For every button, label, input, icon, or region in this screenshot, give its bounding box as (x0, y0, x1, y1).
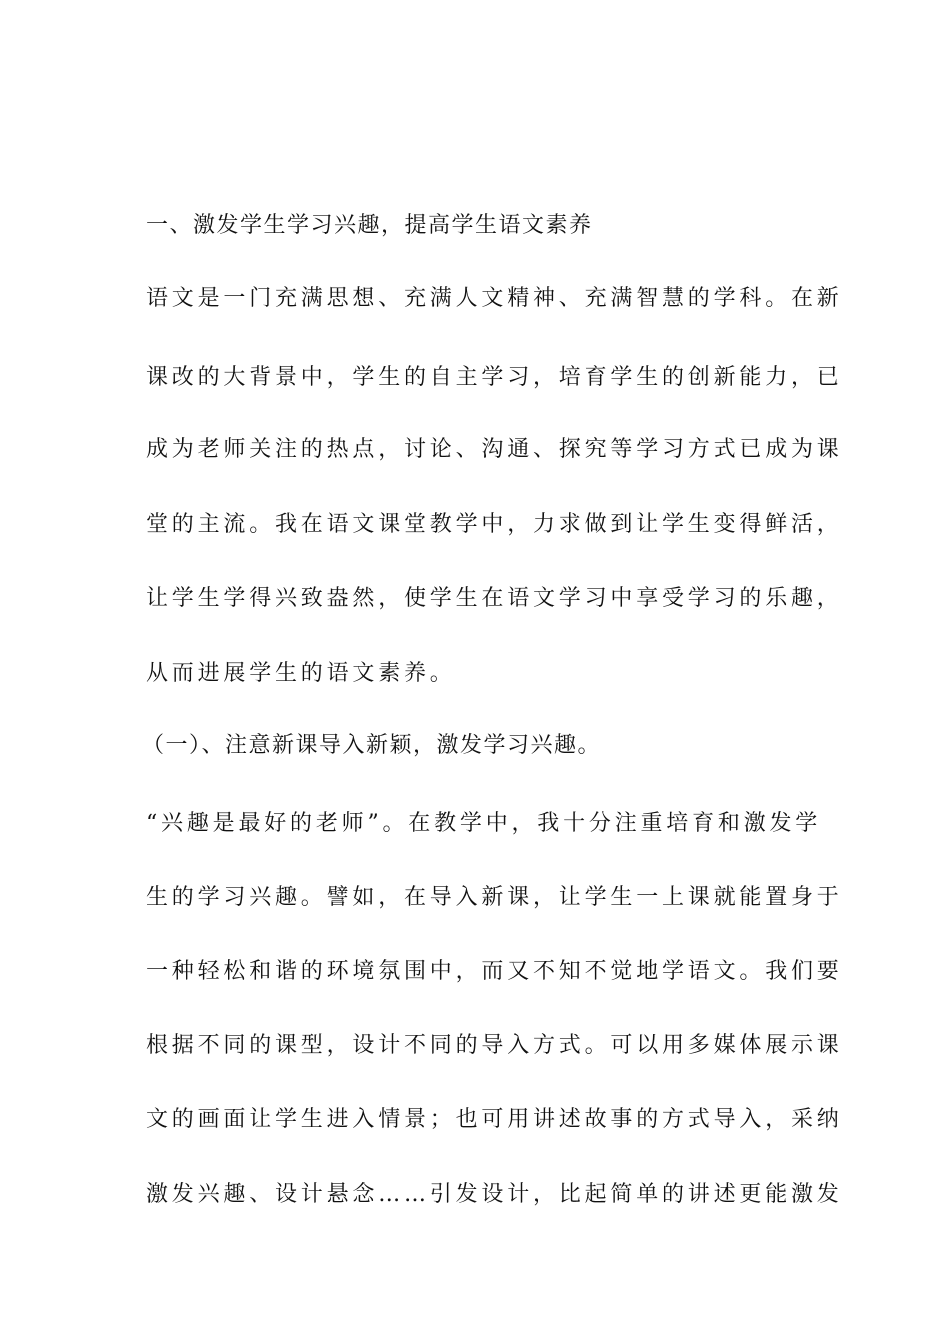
paragraph-1-line-2: 课改的大背景中，学生的自主学习，培育学生的创新能力，已 (146, 365, 843, 390)
section-heading: 一、激发学生学习兴趣，提高学生语文素养 (146, 213, 593, 238)
paragraph-1-line-3: 成为老师关注的热点，讨论、沟通、探究等学习方式已成为课 (146, 437, 843, 462)
paragraph-1-line-6: 从而进展学生的语文素养。 (146, 661, 456, 686)
paragraph-2-line-2: 生的学习兴趣。譬如，在导入新课，让学生一上课就能置身于 (146, 885, 843, 910)
paragraph-2-line-5: 文的画面让学生进入情景；也可用讲述故事的方式导入，采纳 (146, 1107, 843, 1132)
paragraph-2-line-6: 激发兴趣、设计悬念……引发设计，比起简单的讲述更能激发 (146, 1182, 843, 1207)
paragraph-2-line-1: “兴趣是最好的老师”。在教学中，我十分注重培育和激发学 (146, 811, 822, 836)
subsection-heading: （一）、注意新课导入新颖，激发学习兴趣。 (142, 733, 602, 758)
paragraph-1-line-5: 让学生学得兴致盎然，使学生在语文学习中享受学习的乐趣， (146, 586, 843, 611)
paragraph-2-line-4: 根据不同的课型，设计不同的导入方式。可以用多媒体展示课 (146, 1033, 843, 1058)
paragraph-2-line-3: 一种轻松和谐的环境氛围中，而又不知不觉地学语文。我们要 (146, 959, 843, 984)
paragraph-1-line-4: 堂的主流。我在语文课堂教学中，力求做到让学生变得鲜活， (146, 512, 843, 537)
paragraph-1-line-1: 语文是一门充满思想、充满人文精神、充满智慧的学科。在新 (146, 286, 843, 311)
